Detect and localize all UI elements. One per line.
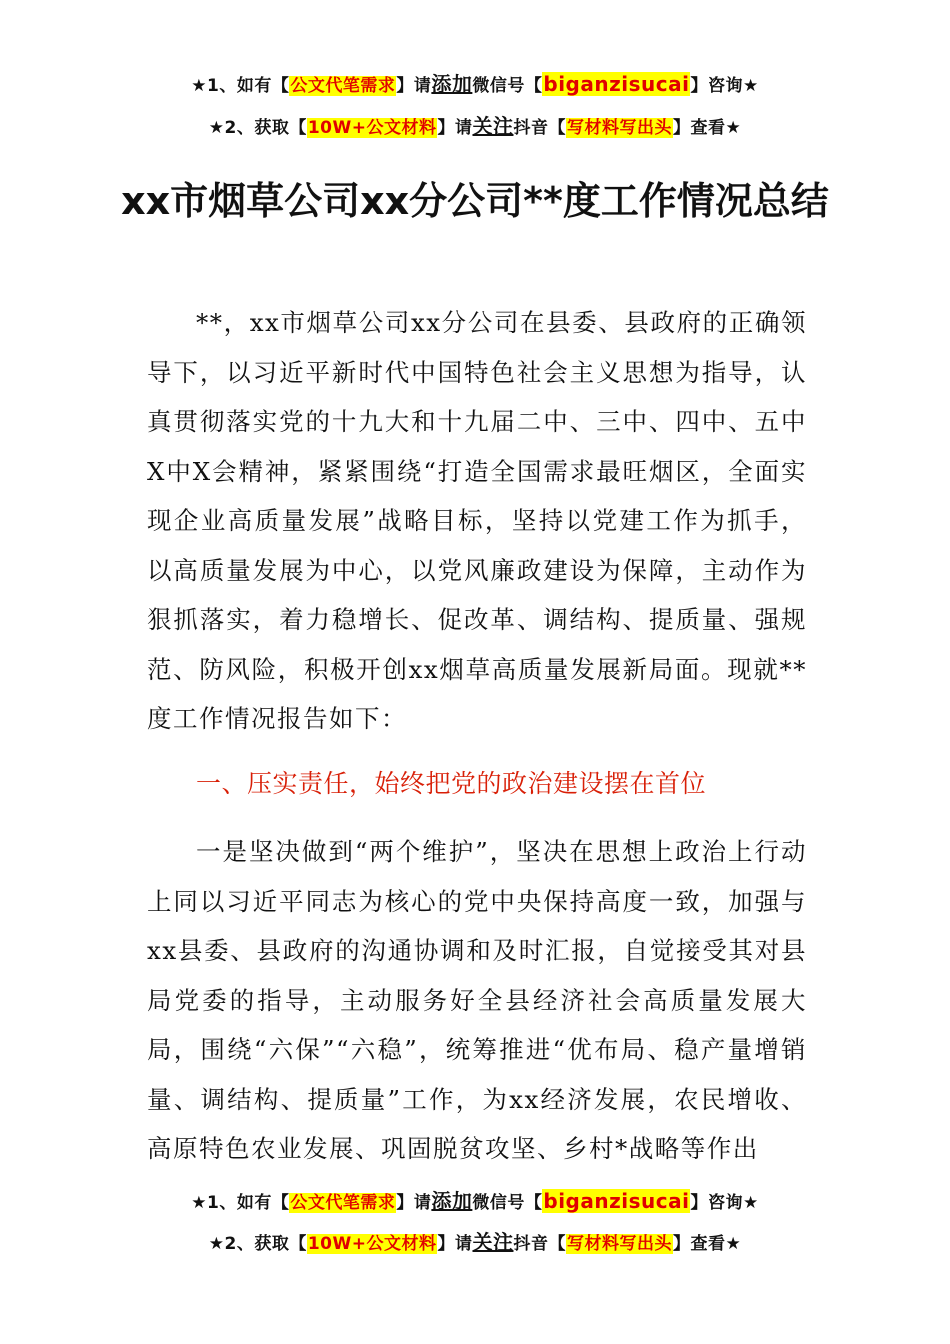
- promo-line-2-mid2: 抖音【: [513, 1234, 566, 1254]
- promo-highlight-service: 公文代笔需求: [290, 1193, 396, 1213]
- promo-highlight-materials: 10W+公文材料: [307, 1234, 437, 1254]
- promo-highlight-wechat-id: biganzisucai: [543, 1189, 690, 1213]
- promo-line-1-prefix: ★1、如有【: [191, 76, 290, 96]
- promo-highlight-materials: 10W+公文材料: [307, 118, 437, 138]
- promo-line-2-mid1: 】请: [437, 118, 473, 138]
- document-title: xx市烟草公司xx分公司**度工作情况总结: [121, 179, 829, 223]
- promo-line-2: [0, 110, 950, 139]
- promo-line-2-footer: [0, 1226, 950, 1255]
- promo-emphasis-add: 添加: [431, 72, 473, 96]
- promo-line-1: [0, 68, 950, 97]
- promo-highlight-douyin-id: 写材料写出头: [566, 118, 672, 138]
- promo-line-2-prefix: ★2、获取【: [208, 1234, 307, 1254]
- promo-emphasis-follow: 关注: [472, 1230, 514, 1254]
- promo-line-1-mid2: 微信号【: [472, 1193, 543, 1213]
- promo-emphasis-add: 添加: [431, 1189, 473, 1213]
- promo-line-1-suffix: 】咨询★: [690, 76, 759, 96]
- promo-highlight-service: 公文代笔需求: [290, 76, 396, 96]
- promo-highlight-douyin-id: 写材料写出头: [566, 1234, 672, 1254]
- section-1-heading: 一、压实责任，始终把党的政治建设摆在首位: [196, 769, 707, 798]
- intro-paragraph: **，xx市烟草公司xx分公司在县委、县政府的正确领导下，以习近平新时代中国特色社会主义思想为指导，认真贯彻落实党的十九大和十九届二中、三中、四中、五中X中X会精神，紧紧围绕“打造全国需求最旺烟区，全面实现企业高质量发展”战略目标，坚持以党建工作为抓手，以高质量发展为中心，以党风廉政建设为保障，主动作为狠抓落实，着力稳增长、促改革、调结构、提质量、强规范、防风险，积极开创xx烟草高质量发展新局面。现就**度工作情况报告如下：: [147, 308, 807, 733]
- promo-line-1-suffix: 】咨询★: [690, 1193, 759, 1213]
- promo-line-2-mid1: 】请: [437, 1234, 473, 1254]
- section-1-paragraph: 一是坚决做到“两个维护”，坚决在思想上政治上行动上同以习近平同志为核心的党中央保持高度一致，加强与xx县委、县政府的沟通协调和及时汇报，自觉接受其对县局党委的指导，主动服务好全县经济社会高质量发展大局，围绕“六保”“六稳”，统筹推进“优布局、稳产量增销量、调结构、提质量”工作，为xx经济发展，农民增收、高原特色农业发展、巩固脱贫攻坚、乡村*战略等作出: [147, 837, 807, 1163]
- promo-highlight-wechat-id: biganzisucai: [543, 72, 690, 96]
- promo-line-1-mid2: 微信号【: [472, 76, 543, 96]
- promo-line-2-mid2: 抖音【: [513, 118, 566, 138]
- promo-emphasis-follow: 关注: [472, 114, 514, 138]
- promo-line-1-mid1: 】请: [396, 76, 432, 96]
- promo-line-1-mid1: 】请: [396, 1193, 432, 1213]
- promo-line-1-footer: [0, 1185, 950, 1214]
- promo-line-2-suffix: 】查看★: [672, 1234, 742, 1254]
- promo-line-2-suffix: 】查看★: [672, 118, 742, 138]
- promo-line-1-prefix: ★1、如有【: [191, 1193, 290, 1213]
- promo-line-2-prefix: ★2、获取【: [208, 118, 307, 138]
